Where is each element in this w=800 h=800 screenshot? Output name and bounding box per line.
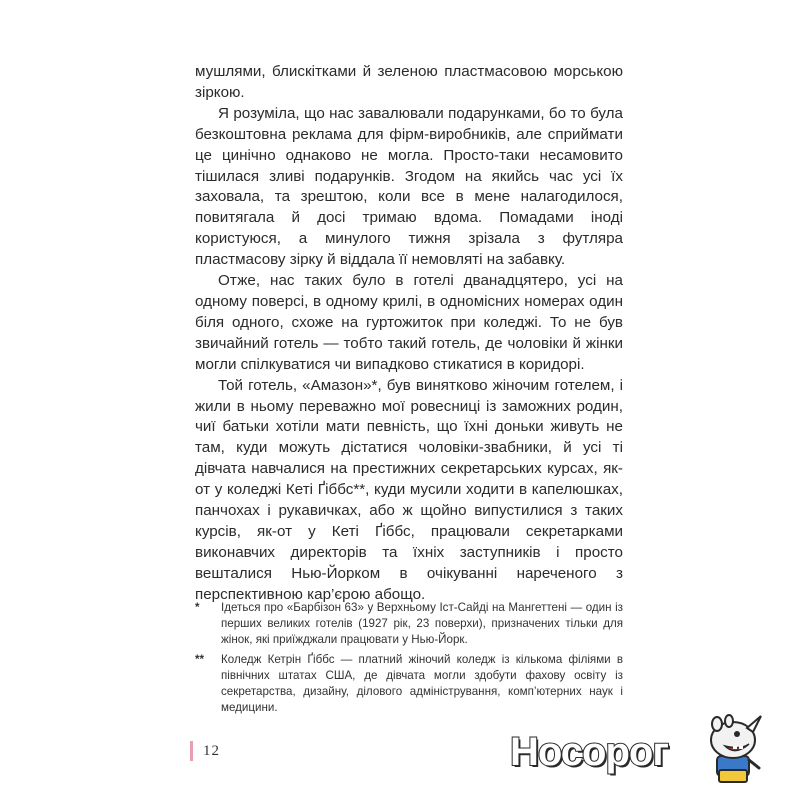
- footnote-2-text: Коледж Кетрін Ґіббс — платний жіночий коледж із кількома філіями в північних штатах США, де дівчата могли здобути фахову освіту із секретарства, дизайну, ділового адміністрування, комп’ютерних наук і медицини.: [221, 653, 623, 714]
- footnotes: [195, 600, 623, 720]
- footnote-1-mark: *: [195, 601, 200, 614]
- page-number: 12: [203, 742, 220, 759]
- footnote-1: [195, 600, 623, 648]
- body-text: [195, 62, 623, 606]
- footnote-1-text: Ідеться про «Барбізон 63» у Верхньому Іст-Сайді на Мангеттені — один із перших великих готелів (1927 рік, 23 поверхи), призначених тільки для жінок, які приїжджали працювати у Нью-Йорк.: [221, 601, 623, 646]
- watermark-logo: [510, 712, 770, 787]
- paragraph-4: Той готель, «Амазон»*, був винятково жіночим готелем, і жили в ньому переважно мої ровесниці із заможних родин, чиї батьки хотіли мати певність, що їхні доньки живуть не там, куди можуть дістатися чоловіки-звабники, й усі ті дівчата навчалися на престижних секретарських курсах, як-от у коледжі Кеті Ґіббс**, куди мусили ходити в капелюшках, панчохах і рукавичках, або ж щойно випустилися з таких курсів, як-от у Кеті Ґіббс, працювали секретарками виконавчих директорів та їхніх заступників і просто вешталися Нью-Йорком в очікуванні нареченого з перспективною кар’єрою абощо.: [195, 376, 623, 603]
- paragraph-3: Отже, нас таких було в готелі дванадцятеро, усі на одному поверсі, в одному крилі, в одномісних номерах один біля одного, схоже на гуртожиток при коледжі. То не був звичайний готель — тобто такий готель, де чоловіки й жінки могли спілкуватися чи випадково стикатися в коридорі.: [195, 272, 623, 373]
- rhino-mascot-icon: [695, 712, 770, 787]
- paragraph-1: мушлями, блискітками й зеленою пластмасовою морською зіркою.: [195, 63, 623, 101]
- footnote-2: [195, 652, 623, 716]
- page-number-area: [190, 740, 220, 762]
- footnote-2-mark: **: [195, 653, 205, 666]
- page-number-bar: [190, 741, 193, 761]
- watermark-brand-text: Носорог: [510, 730, 668, 774]
- paragraph-2: Я розуміла, що нас завалювали подарунками, бо то була безкоштовна реклама для фірм-виробників, але сприймати це цинічно однаково не могла. Просто-таки несамовито тішилася зливі подарунків. Згодом на якийсь час усі їх заховала, та зрештою, коли все в мене налагодилося, повитягала й досі тримаю вдома. Помадами іноді користуюся, а минулого тижня зрізала з футляра пластмасову зірку й віддала її немовляті на забавку.: [195, 104, 623, 269]
